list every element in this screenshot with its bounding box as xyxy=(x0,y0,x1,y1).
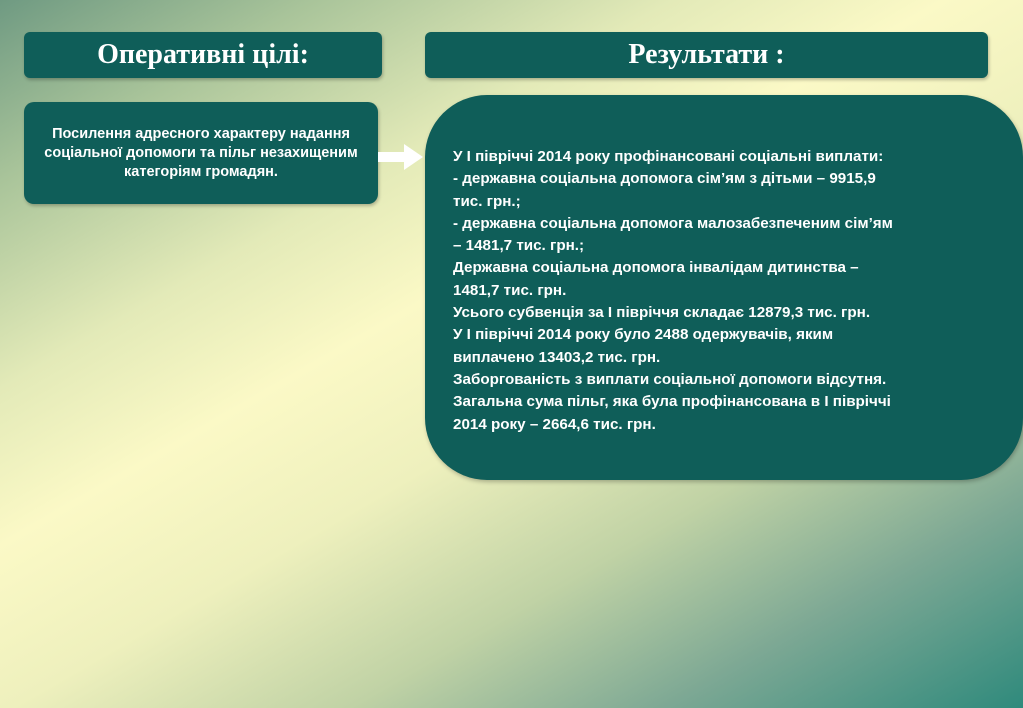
result-line: тис. грн.; xyxy=(453,192,521,210)
result-line: - державна соціальна допомога сім’ям з дітьми – 9915,9 xyxy=(453,170,876,188)
result-line: 2014 року – 2664,6 тис. грн. xyxy=(453,415,656,433)
results-header xyxy=(425,32,988,78)
results-title: Результати : xyxy=(628,39,785,70)
operational-goals-title: Оперативні цілі: xyxy=(97,39,309,70)
result-line: - державна соціальна допомога малозабезпеченим сім’ям xyxy=(453,214,893,232)
result-line: У І півріччі 2014 року було 2488 одержувачів, яким xyxy=(453,326,834,344)
results-box xyxy=(425,95,1023,480)
result-line: У І півріччі 2014 року профінансовані соціальні виплати: xyxy=(453,148,884,165)
operational-goals-header xyxy=(24,32,382,78)
goal-box xyxy=(24,102,378,204)
result-line: виплачено 13403,2 тис. грн. xyxy=(453,348,661,366)
result-line: Усього субвенція за І півріччя складає 12879,3 тис. грн. xyxy=(453,304,871,322)
result-line: Заборгованість з виплати соціальної допомоги відсутня. xyxy=(453,370,887,388)
result-line: 1481,7 тис. грн. xyxy=(453,281,567,299)
result-line: Державна соціальна допомога інвалідам дитинства – xyxy=(453,259,859,277)
right-arrow-icon xyxy=(378,143,424,171)
result-line: – 1481,7 тис. грн.; xyxy=(453,237,585,255)
result-line: Загальна сума пільг, яка була профінансована в І півріччі xyxy=(453,393,891,411)
goal-text: Посилення адресного характеру надання соціальної допомоги та пільг незахищеним категоріям громадян. xyxy=(44,125,358,180)
